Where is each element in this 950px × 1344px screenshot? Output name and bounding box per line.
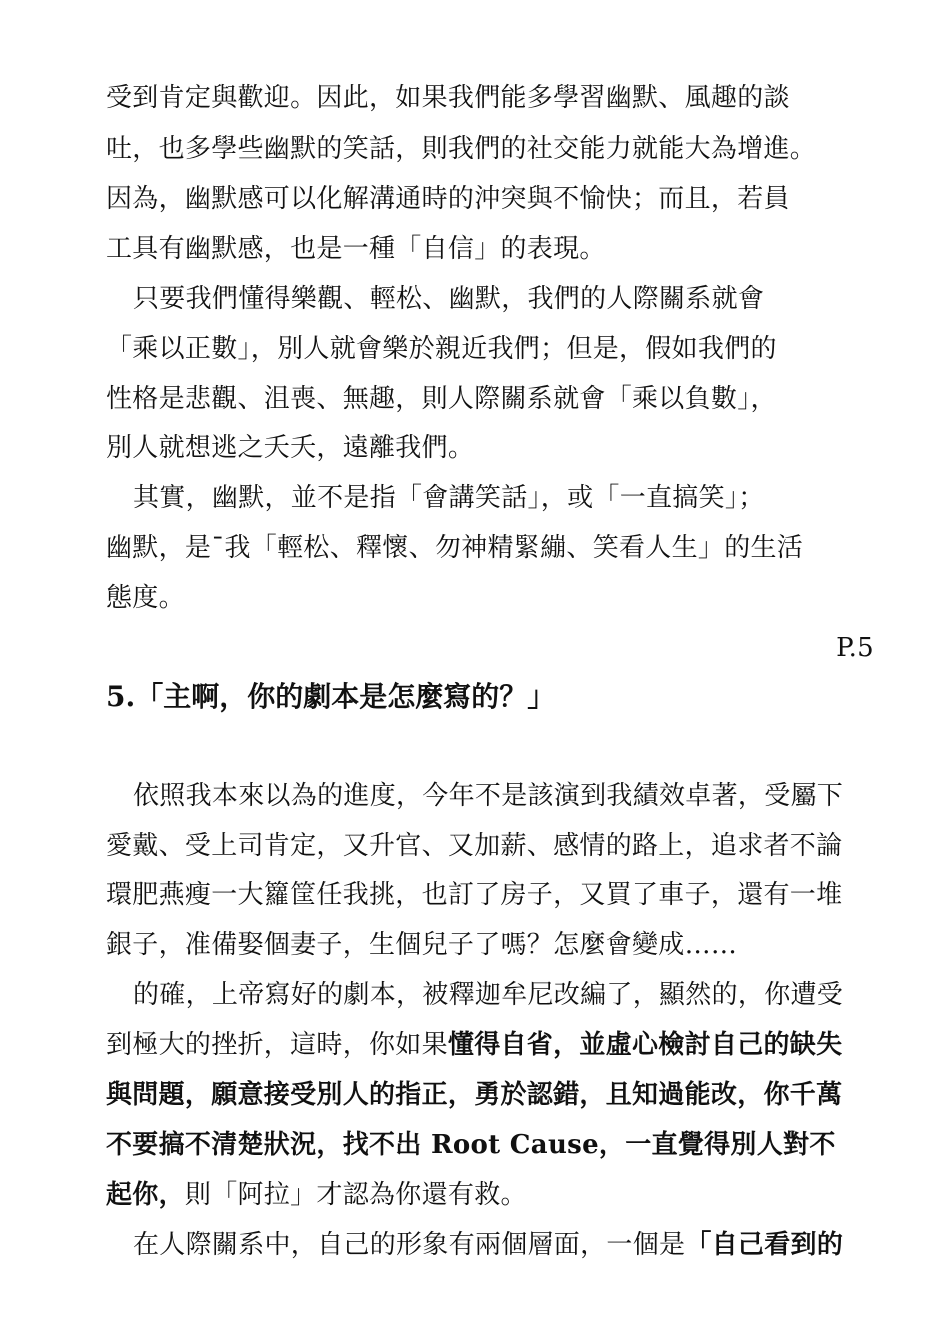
paragraph-line: 只要我們懂得樂觀、輕松、幽默，我們的人際關系就會 — [133, 284, 765, 314]
paragraph-line: 工具有幽默感，也是一種「自信」的表現。 — [106, 234, 606, 264]
bold-text-run: 不要搞不清楚狀況，找不出 Root Cause，一直覺得別人對不 — [106, 1130, 836, 1160]
paragraph-line: 的確，上帝寫好的劇本，被釋迦牟尼改編了，顯然的，你遭受 — [133, 980, 844, 1010]
section-heading: 5.「主啊，你的劇本是怎麼寫的？」 — [106, 680, 556, 713]
bold-text-run: 起你， — [106, 1180, 185, 1210]
paragraph-line: 環肥燕瘦一大籮筐任我挑，也訂了房子，又買了車子，還有一堆 — [106, 880, 843, 910]
bold-text-run: 與問題，願意接受別人的指正，勇於認錯，且知過能改，你千萬 — [106, 1080, 843, 1110]
text-run: 在人際關系中，自己的形象有兩個層面，一個是 — [133, 1230, 686, 1260]
paragraph-line: 別人就想逃之夭夭，遠離我們。 — [106, 433, 475, 463]
paragraph-line — [133, 1227, 913, 1263]
paragraph-line: 幽默，是ˉ我「輕松、釋懷、勿神精緊繃、笑看人生」的生活 — [106, 533, 804, 563]
text-run: 到極大的挫折，這時，你如果 — [106, 1030, 448, 1060]
paragraph-line: 受到肯定與歡迎。因此，如果我們能多學習幽默、風趣的談 — [106, 83, 790, 113]
bold-text-run: 懂得自省，並虛心檢討自己的缺失 — [447, 1030, 843, 1060]
paragraph-line: 因為，幽默感可以化解溝通時的沖突與不愉快；而且，若員 — [106, 184, 790, 214]
paragraph-line: 態度。 — [106, 583, 185, 613]
bold-text-run: 「自己看到的 — [685, 1230, 844, 1260]
paragraph-line: 其實，幽默，並不是指「會講笑話」，或「一直搞笑」； — [133, 483, 765, 513]
paragraph-line — [106, 1127, 886, 1163]
page-number: P.5 — [836, 633, 874, 663]
paragraph-line: 依照我本來以為的進度，今年不是該演到我績效卓著，受屬下 — [133, 781, 844, 811]
paragraph-line — [106, 1027, 886, 1063]
paragraph-line: 銀子，准備娶個妻子，生個兒子了嗎？怎麼會變成…… — [106, 930, 738, 960]
paragraph-line: 「乘以正數」，別人就會樂於親近我們；但是，假如我們的 — [106, 334, 777, 364]
paragraph-line: 愛戴、受上司肯定，又升官、又加薪、感情的路上，追求者不論 — [106, 831, 843, 861]
paragraph-line — [106, 1077, 886, 1113]
paragraph-line: 吐，也多學些幽默的笑話，則我們的社交能力就能大為增進。 — [106, 134, 817, 164]
paragraph-line: 性格是悲觀、沮喪、無趣，則人際關系就會「乘以負數」， — [106, 384, 777, 414]
text-run: 則「阿拉」才認為你還有救。 — [184, 1180, 527, 1210]
paragraph-line — [106, 1177, 886, 1213]
